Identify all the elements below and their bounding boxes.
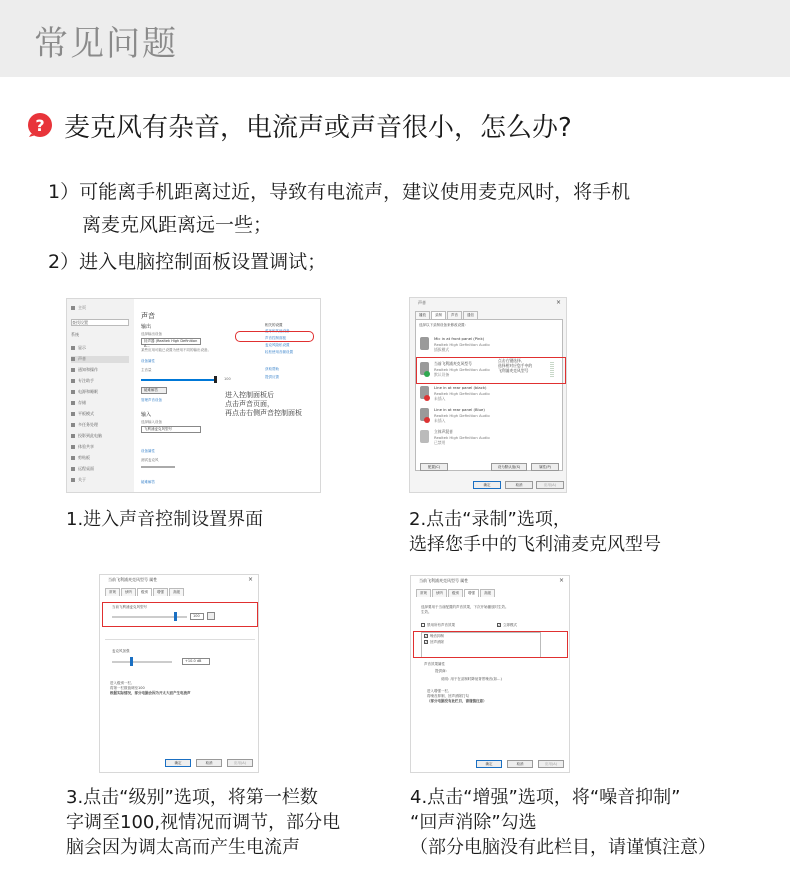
caption-step-2 (409, 507, 661, 557)
note-line: 根据实际情况，部分电脑会因为开太大而产生电流声 (110, 691, 191, 695)
highlight-box (413, 631, 568, 658)
boost-thumb (130, 657, 133, 666)
caption-line: 字调至100,视情况而调节，部分电 (66, 812, 341, 833)
note-line: （部分电脑没有此栏目，请谨慎注意） (427, 699, 487, 703)
sidebar-item: 存储 (71, 400, 129, 407)
device-status: 未插入 (434, 418, 446, 423)
option-label: 立即模式 (503, 623, 517, 627)
ok-button: 确定 (473, 481, 501, 489)
tab-general: 常规 (416, 589, 431, 597)
device-driver: Realtek High Definition Audio (434, 342, 490, 347)
sidebar-item: 多任务处理 (71, 422, 129, 429)
tab-sounds: 声音 (447, 311, 462, 319)
device-name: 立体声混音 (434, 429, 453, 434)
sidebar-item-sound: 声音 (71, 356, 129, 363)
tab-advanced: 高级 (480, 589, 495, 597)
tip-2-line-1: 2）进入电脑控制面板设置调试； (48, 251, 327, 273)
cancel-button: 取消 (507, 760, 533, 768)
boost-slider (112, 661, 172, 663)
level-value: 100 (190, 613, 204, 620)
device-props-link: 设备属性 (141, 359, 155, 363)
configure-button: 配置(C) (420, 463, 448, 471)
apply-button: 应用(A) (227, 759, 253, 767)
description (441, 677, 502, 682)
highlight-box (416, 357, 566, 384)
tab-listen: 侦听 (121, 588, 136, 596)
feedback-link: 提供反馈 (265, 375, 279, 379)
annotation-note (225, 391, 302, 418)
device-status: 未插入 (434, 396, 446, 401)
output-device-select: 扬声器 (Realtek High Definition A... (141, 338, 201, 345)
caption-line: （部分电脑没有此栏目，请谨慎注意） (410, 837, 716, 858)
tooltip-line: 点击右键选择, (498, 358, 522, 363)
volume-slider (141, 379, 216, 381)
enhancements-intro (421, 605, 509, 615)
screenshot-sound-settings (66, 298, 321, 493)
option-label: 禁用所有声音效果 (427, 623, 455, 627)
option-label: 回声消除 (430, 640, 444, 644)
input-troubleshoot-link: 疑难解答 (141, 480, 155, 484)
note-line: 将第一栏数值调至100 (110, 686, 145, 690)
related-link-sound-control-panel: 声音控制面板 (265, 336, 286, 340)
device-name: Line in at rear panel (black) (434, 385, 487, 390)
annotation-line: 点击声音页面， (225, 400, 274, 408)
device-driver: Realtek High Definition Audio (434, 413, 490, 418)
level-notes (110, 681, 191, 696)
sidebar-item: 通知和操作 (71, 367, 129, 374)
sidebar-item: 投影到此电脑 (71, 433, 129, 440)
sidebar-item: 剪贴板 (71, 455, 129, 462)
sidebar-item: 系统 (71, 332, 79, 337)
apply-button: 应用(A) (538, 760, 564, 768)
note-line: 进入级别一栏, (110, 681, 133, 685)
device-row (420, 334, 558, 356)
device-status: 默认设备 (434, 372, 450, 377)
dialog-tabs (416, 589, 496, 597)
output-heading: 输出 (141, 324, 152, 330)
highlight-box (102, 602, 258, 627)
page-title: 常见问题 (34, 24, 178, 64)
tooltip-line: 选择相对应您手中的 (498, 363, 533, 368)
device-name: Line in at rear panel (Blue) (434, 407, 485, 412)
dialog-title: 当前飞利浦麦克风型号 属性 (108, 577, 158, 582)
set-default-button: 设为默认值(S) (491, 463, 527, 471)
caption-line: 2.点击“录制”选项， (409, 509, 571, 530)
troubleshoot-button: 疑难解答 (141, 387, 167, 394)
manage-devices-link: 管理声音设备 (141, 398, 162, 402)
stereo-mix-icon (420, 430, 429, 443)
caption-line: 1.进入声音控制设置界面 (66, 509, 264, 530)
device-row (420, 405, 558, 427)
sidebar-item: 远程桌面 (71, 466, 129, 473)
checkbox (421, 623, 425, 627)
caption-step-3 (66, 785, 340, 860)
related-heading: 相关的设置 (265, 323, 283, 327)
caption-line: 选择您手中的飞利浦麦克风型号 (409, 534, 661, 555)
checkbox: ✓ (425, 640, 428, 644)
props-heading: 声音效果属性 (424, 662, 445, 666)
output-note: 某些应用可能已设置为使用不同的输出设备。 (141, 348, 211, 352)
dialog-tabs (105, 588, 185, 596)
tab-levels: 级别 (137, 588, 152, 596)
input-heading: 输入 (141, 412, 152, 418)
line-in-icon (420, 386, 429, 399)
disable-all-option (421, 623, 455, 628)
desc-text: 用于在录制时降低背景噪音(如...) (450, 677, 502, 681)
cancel-button: 取消 (505, 481, 533, 489)
cancel-button: 取消 (196, 759, 222, 767)
screenshot-recording-tab (409, 297, 567, 493)
intro-line: 生效。 (421, 610, 432, 614)
volume-thumb (214, 376, 217, 383)
output-device-label: 选择输出设备 (141, 332, 162, 336)
sidebar-item: 电源和睡眠 (71, 389, 129, 396)
test-mic-label: 测试麦克风 (141, 458, 159, 462)
tooltip-line: 飞利浦麦克风型号 (498, 368, 529, 373)
related-link-bluetooth: 蓝牙和其他设备 (265, 329, 290, 333)
device-status: 已禁用 (434, 440, 446, 445)
dialog-tabs (415, 311, 479, 319)
tab-enhancements: 增强 (153, 588, 168, 596)
question-icon (27, 112, 53, 138)
settings-sidebar (67, 299, 134, 492)
boost-label: 麦克风加强 (112, 649, 130, 653)
close-icon: × (555, 299, 561, 306)
input-device-props-link: 设备属性 (141, 449, 155, 453)
annotation-line: 再点击右侧声音控制面板 (225, 409, 302, 417)
settings-search-input: 查找设置 (71, 319, 129, 326)
annotation-line: 进入控制面板后 (225, 391, 274, 399)
device-driver: Realtek High Definition Audio (434, 391, 490, 396)
checkbox: ✓ (498, 623, 501, 627)
tip-1-line-1: 1）可能离手机距离过近，导致有电流声，建议使用麦克风时，将手机 (48, 181, 631, 203)
desc-label: 说明: (441, 677, 450, 681)
recording-instruction: 选择以下录制设备来修改设置: (419, 323, 466, 327)
checkbox: ✓ (425, 634, 428, 638)
device-name: Mic in at front panel (Pink) (434, 336, 485, 341)
sidebar-item: 主页 (71, 305, 129, 312)
mic-level-bar (141, 466, 175, 468)
device-status: 插拔模式 (434, 347, 450, 352)
page-header (0, 0, 790, 77)
device-driver: Realtek High Definition Audio (434, 367, 490, 372)
option-label: 噪音抑制 (430, 634, 444, 638)
tab-playback: 播放 (415, 311, 430, 319)
note-line: 将噪音抑制，回声消除打勾 (427, 694, 469, 698)
svg-text:?: ? (35, 116, 45, 135)
intro-line: 选择要用于当前配置的声音效果，下次开始播放时生效。 (421, 605, 509, 609)
note-line: 进入增强一栏, (427, 689, 450, 693)
sidebar-item: 显示 (71, 345, 129, 352)
microphone-icon (420, 337, 429, 350)
properties-button: 属性(P) (531, 463, 559, 471)
highlight-oval (235, 331, 314, 342)
volume-value: 100 (224, 377, 231, 381)
dialog-title: 声音 (418, 300, 426, 305)
tab-recording: 录制 (431, 311, 446, 319)
tip-1-line-2: 离麦克风距离远一些； (82, 214, 273, 236)
device-name: 当前飞利浦麦克风型号 (434, 361, 472, 366)
level-label: 当前飞利浦麦克风型号 (112, 605, 147, 609)
sidebar-item: 体验共享 (71, 444, 129, 451)
ok-button: 确定 (165, 759, 191, 767)
apply-button: 应用(A) (536, 481, 564, 489)
screenshot-enhancements-tab (410, 575, 570, 773)
tab-general: 常规 (105, 588, 120, 596)
caption-step-1 (66, 507, 263, 532)
close-icon: × (558, 577, 564, 584)
enhancement-notes (427, 689, 487, 704)
help-link: 获取帮助 (265, 367, 279, 371)
question-text: 麦克风有杂音，电流声或声音很小，怎么办? (64, 113, 572, 143)
caption-line: “回声消除”勾选 (410, 812, 537, 833)
tab-listen: 侦听 (432, 589, 447, 597)
related-link-ease-of-access: 轻松使用音频设置 (265, 350, 293, 354)
screenshot-levels-tab (99, 574, 259, 773)
sidebar-item: 专注助手 (71, 378, 129, 385)
sidebar-item: 关于 (71, 477, 129, 484)
sound-title: 声音 (141, 312, 155, 320)
provider-label: 提供商: (435, 669, 447, 673)
caption-step-4 (410, 785, 716, 860)
device-row (420, 427, 558, 449)
immediate-mode-option (497, 623, 517, 628)
device-row (420, 383, 558, 405)
input-device-label: 选择输入设备 (141, 420, 162, 424)
boost-value: +10.0 dB (182, 658, 210, 665)
caption-line: 4.点击“增强”选项，将“噪音抑制” (410, 787, 681, 808)
line-in-icon (420, 408, 429, 421)
input-device-select: 飞利浦麦克风型号 (141, 426, 201, 433)
ok-button: 确定 (476, 760, 502, 768)
tab-enhancements: 增强 (464, 589, 479, 597)
tab-levels: 级别 (448, 589, 463, 597)
tab-communications: 通信 (463, 311, 478, 319)
caption-line: 脑会因为调太高而产生电流声 (66, 837, 300, 858)
close-icon: × (247, 576, 253, 583)
volume-label: 主音量 (141, 368, 152, 372)
sidebar-item: 平板模式 (71, 411, 129, 418)
device-driver: Realtek High Definition Audio (434, 435, 490, 440)
related-link-mic-privacy: 麦克风隐私设置 (265, 343, 290, 347)
dialog-title: 当前飞利浦麦克风型号 属性 (419, 578, 469, 583)
divider (105, 639, 255, 640)
tab-advanced: 高级 (169, 588, 184, 596)
caption-line: 3.点击“级别”选项，将第一栏数 (66, 787, 318, 808)
